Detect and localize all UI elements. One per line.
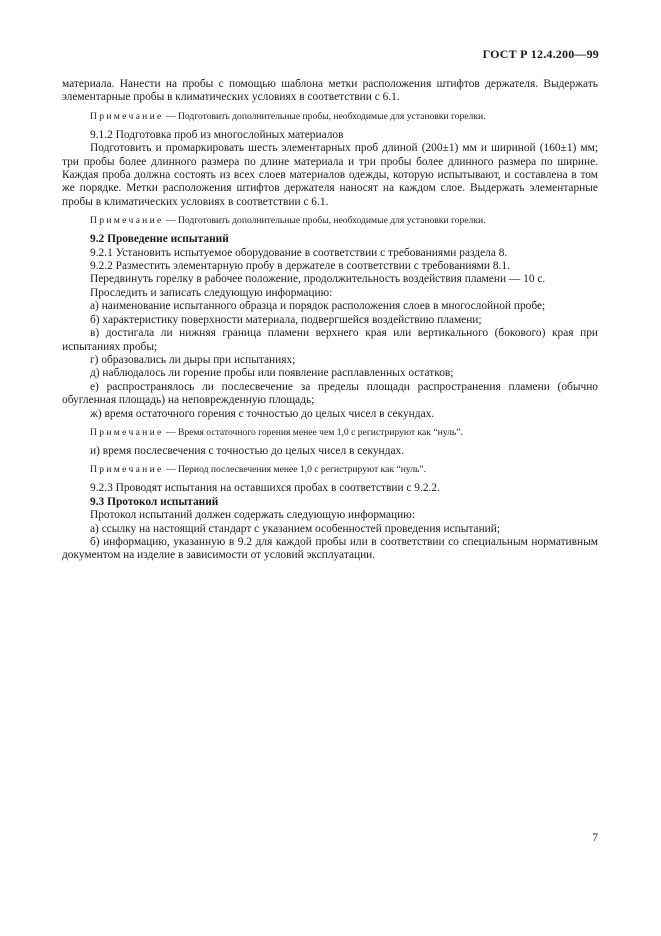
note <box>62 464 598 476</box>
note-text: Подготовить дополнительные пробы, необходимые для установки горелки. <box>177 215 486 227</box>
paragraph: Протокол испытаний должен содержать следующую информацию: <box>90 509 415 522</box>
note-dash: — <box>163 110 178 122</box>
note-label: Примечание <box>90 426 164 438</box>
note <box>62 215 598 227</box>
note-text: Подготовить дополнительные пробы, необходимые для установки горелки. <box>177 110 486 122</box>
note-text: Период послесвечения менее 1,0 с регистрируют как “нуль”. <box>177 464 427 476</box>
list-item: а) ссылку на настоящий стандарт с указанием особенностей проведения испытаний; <box>90 522 501 535</box>
list-item: ж) время остаточного горения с точностью до целых чисел в секундах. <box>90 407 435 420</box>
list-item: б) информацию, указанную в 9.2 для каждой пробы или в соответствии со специальным нормативным документом на изделие в зависимости от условий эксплуатации. <box>62 535 598 562</box>
note-label: Примечание <box>90 215 164 227</box>
list-item: б) характеристику поверхности материала, подвергшейся воздействию пламени; <box>90 313 482 326</box>
section-heading: 9.3 Протокол испытаний <box>90 495 219 508</box>
list-item: и) время послесвечения с точностью до целых чисел в секундах. <box>90 444 405 457</box>
note-dash: — <box>163 464 178 476</box>
paragraph: 9.2.3 Проводят испытания на оставшихся пробах в соответствии с 9.2.2. <box>90 482 440 495</box>
list-item: а) наименование испытанного образца и порядок расположения слоев в многослойной пробе; <box>90 300 546 313</box>
subsection-heading: 9.1.2 Подготовка проб из многослойных материалов <box>90 128 344 141</box>
paragraph: материала. Нанести на пробы с помощью шаблона метки расположения штифтов держателя. Выдержать элементарные пробы в климатических условиях в соответствии с 6.1. <box>62 78 598 104</box>
note <box>62 111 598 123</box>
list-item: д) наблюдалось ли горение пробы или появление расплавленных остатков; <box>90 367 454 380</box>
note-label: Примечание <box>90 464 164 476</box>
paragraph: Передвинуть горелку в рабочее положение, продолжительность воздействия пламени — 10 с. <box>90 273 546 286</box>
paragraph: Проследить и записать следующую информацию: <box>90 286 333 299</box>
list-item: е) распространялось ли послесвечение за пределы площади распространения пламени (обычно обугленная площадь) на неповрежденную площадь; <box>62 380 598 407</box>
note-text: Время остаточного горения менее чем 1,0 с регистрируют как “нуль”. <box>177 426 463 438</box>
note-dash: — <box>163 426 178 438</box>
note-dash: — <box>163 215 178 227</box>
note-label: Примечание <box>90 110 164 122</box>
page-number: 7 <box>592 832 598 844</box>
document-code: ГОСТ Р 12.4.200—99 <box>482 47 599 61</box>
paragraph: Подготовить и промаркировать шесть элементарных проб длиной (200±1) мм и шириной (160±1) мм; три пробы более длинного размера по длине материала и три пробы более длинного размера по ширине. Каждая проба должна состоять из всех слоев материалов одежды, которую испытывают, и составлена в том же порядке. Метки расположения штифтов держателя наносят на каждом слое. Выдержать элементарные пробы в климатических условиях в соответствии с 6.1. <box>62 142 598 208</box>
document-body <box>62 78 598 563</box>
paragraph: 9.2.2 Разместить элементарную пробу в держателе в соответствии с требованиями 8.1. <box>90 260 510 273</box>
list-item: в) достигала ли нижняя граница пламени верхнего края или вертикального (бокового) края при испытаниях пробы; <box>62 327 598 353</box>
list-item: г) образовались ли дыры при испытаниях; <box>90 353 296 366</box>
section-heading: 9.2 Проведение испытаний <box>90 233 229 246</box>
note <box>62 427 598 439</box>
paragraph: 9.2.1 Установить испытуемое оборудование в соответствии с требованиями раздела 8. <box>90 246 508 259</box>
